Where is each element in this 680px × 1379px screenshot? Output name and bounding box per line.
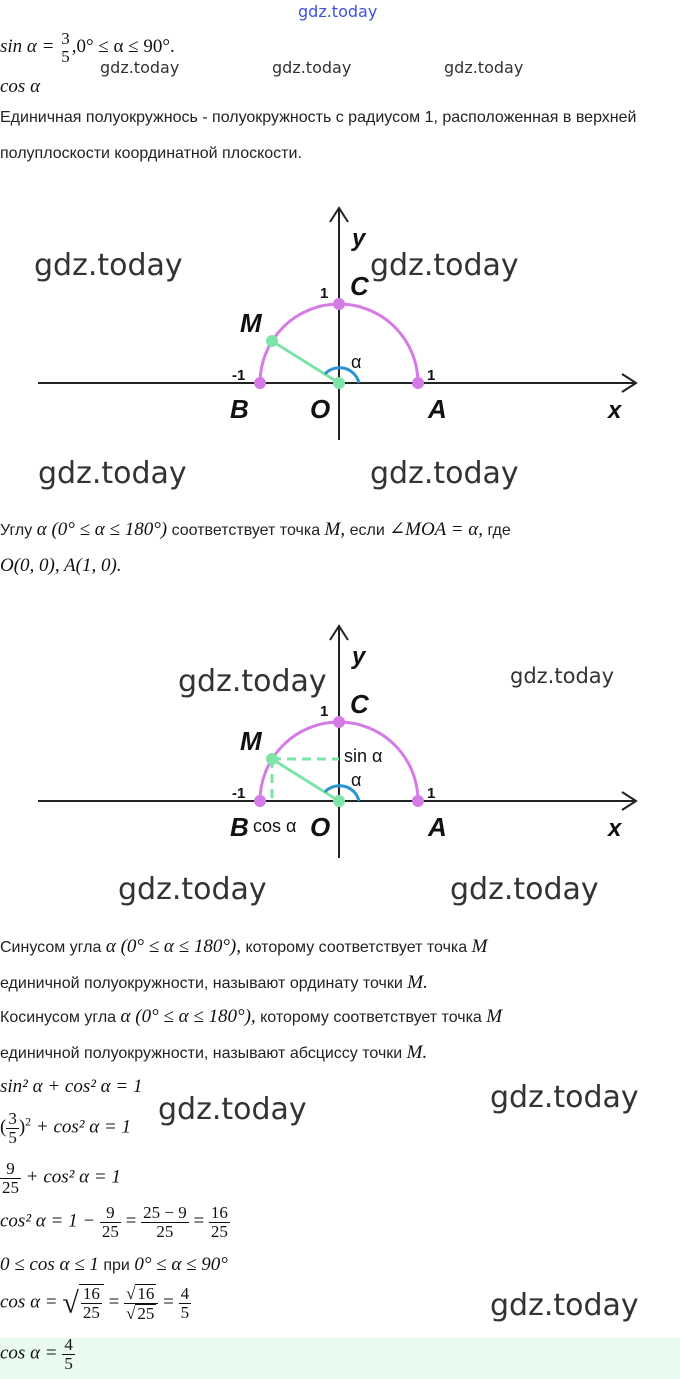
label-o: O — [310, 812, 331, 842]
label-c: C — [350, 689, 369, 719]
step-cos-squared: cos² α = 1 − $\frac{9}{25}$ = $\frac{25 - 9}{25}$ = $\frac{16}{25}$ — [0, 1203, 228, 1241]
diagram-unit-semicircle — [0, 200, 680, 500]
find-label: cos α — [0, 76, 41, 97]
point-o — [333, 795, 345, 807]
label-alpha: α — [351, 770, 362, 790]
label-x: x — [608, 397, 622, 424]
watermark: gdz.today — [100, 58, 180, 77]
label-alpha: α — [351, 352, 362, 372]
label-one-right: 1 — [427, 785, 436, 802]
label-m: M — [240, 308, 262, 338]
label-sin: sin α — [344, 746, 383, 766]
label-cos: cos α — [253, 816, 297, 836]
watermark: gdz.today — [450, 872, 599, 907]
label-c: C — [350, 271, 369, 301]
point-c — [333, 716, 345, 728]
label-m: M — [240, 726, 262, 756]
watermark: gdz.today — [490, 1288, 639, 1323]
label-minus-one: -1 — [232, 367, 246, 384]
def-semicircle: Единичная полуокружнось - полуокружность с радиусом 1, расположенная в верхней полуплоскости координатной плоскости. — [0, 109, 637, 162]
watermark: gdz.today — [510, 664, 615, 688]
watermark: gdz.today — [178, 664, 327, 699]
step-range: 0 ≤ cos α ≤ 1 при 0° ≤ α ≤ 90° — [0, 1254, 228, 1275]
text-angle-line1: Углу α (0° ≤ α ≤ 180°) соответствует точка M, если ∠MOA = α, где — [0, 519, 511, 540]
given-rest: ,0° ≤ α ≤ 90°. — [71, 36, 175, 58]
given-lhs: sin α = — [0, 36, 55, 58]
point-m — [266, 335, 278, 347]
label-y: y — [352, 225, 366, 252]
radius-om — [272, 759, 339, 801]
label-x: x — [608, 815, 622, 842]
step-substitute: ( $\frac{3}{5}$ )$^2$ + cos² α = 1 — [0, 1109, 132, 1147]
point-a — [412, 377, 424, 389]
watermark: gdz.today — [370, 248, 519, 283]
label-b: B — [230, 394, 249, 424]
point-b — [254, 795, 266, 807]
text-angle-line2: O(0, 0), A(1, 0). — [0, 555, 122, 576]
watermark: gdz.today — [370, 456, 519, 491]
given-fraction: 3 5 — [61, 29, 70, 66]
point-b — [254, 377, 266, 389]
given-line — [0, 30, 175, 66]
step-root: cos α = √ $\frac{16}{25}$ = $\frac{√ 16}{√ 25}$ = $\frac{4}{5}$ — [0, 1284, 190, 1323]
step-square: $\frac{9}{25}$ + cos² α = 1 — [2, 1159, 121, 1197]
watermark: gdz.today — [34, 248, 183, 283]
step-identity: sin² α + cos² α = 1 — [0, 1076, 143, 1097]
label-y: y — [352, 643, 366, 670]
def-sin-line1: Синусом угла α (0° ≤ α ≤ 180°), которому соответствует точка M — [0, 936, 488, 957]
watermark: gdz.today — [158, 1092, 307, 1127]
def-cos-line2: единичной полуокружности, называют абсциссу точки M. — [0, 1042, 428, 1063]
label-a: A — [428, 394, 447, 424]
watermark: gdz.today — [490, 1080, 639, 1115]
watermark: gdz.today — [118, 872, 267, 907]
point-c — [333, 298, 345, 310]
watermark: gdz.today — [272, 58, 352, 77]
watermark: gdz.today — [298, 2, 378, 21]
def-cos-line1: Косинусом угла α (0° ≤ α ≤ 180°), которому соответствует точка M — [0, 1006, 503, 1027]
label-b: B — [230, 812, 249, 842]
watermark: gdz.today — [38, 456, 187, 491]
radius-om — [272, 341, 339, 383]
label-minus-one: -1 — [232, 785, 246, 802]
point-m — [266, 753, 278, 765]
point-o — [333, 377, 345, 389]
answer: cos α = $\frac{4}{5}$ — [0, 1335, 73, 1373]
label-one-top: 1 — [320, 285, 329, 302]
point-a — [412, 795, 424, 807]
label-one-right: 1 — [427, 367, 436, 384]
label-a: A — [428, 812, 447, 842]
answer-highlight — [0, 1335, 680, 1379]
label-o: O — [310, 394, 331, 424]
watermark: gdz.today — [444, 58, 524, 77]
label-one-top: 1 — [320, 703, 329, 720]
def-sin-line2: единичной полуокружности, называют ординату точки M. — [0, 972, 428, 993]
